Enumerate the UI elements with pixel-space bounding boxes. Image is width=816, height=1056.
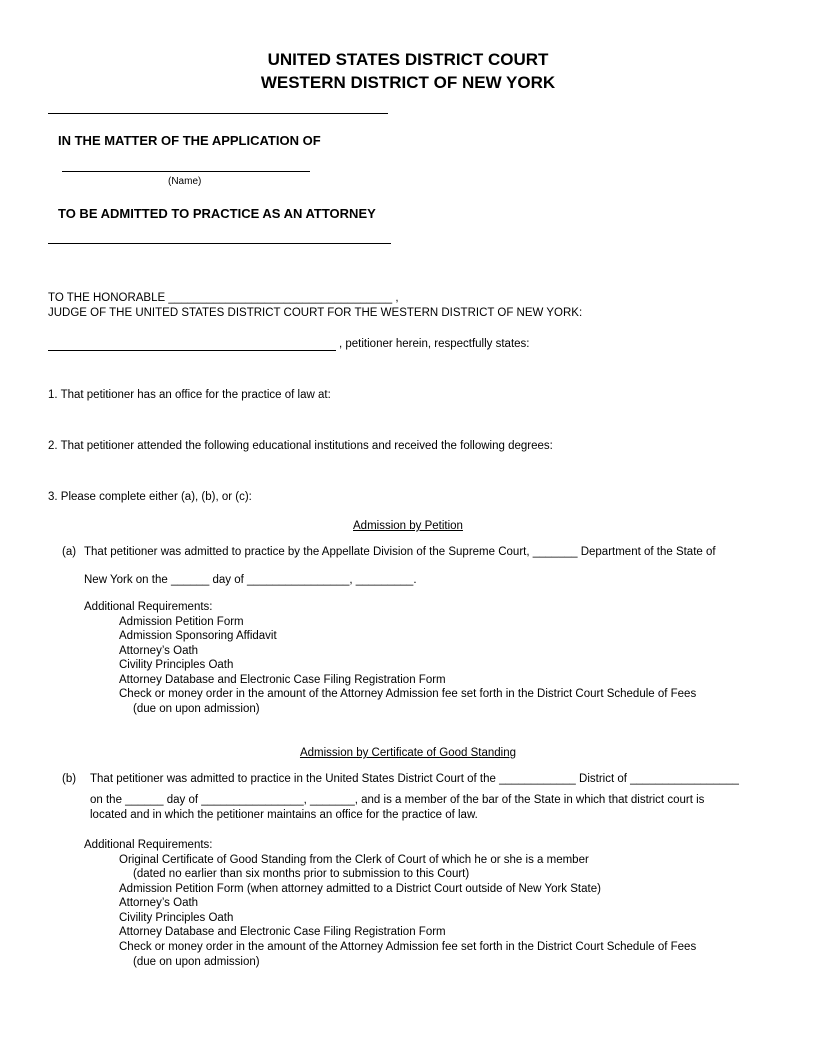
section-a-req-item: Attorney Database and Electronic Case Filing Registration Form bbox=[119, 674, 446, 686]
section-b-marker: (b) bbox=[62, 773, 77, 785]
name-label: (Name) bbox=[168, 176, 202, 187]
section-b-req-item: Original Certificate of Good Standing from the Clerk of Court of which he or she is a member bbox=[119, 854, 589, 866]
item-3: 3. Please complete either (a), (b), or (c): bbox=[48, 491, 252, 503]
section-a-req-note: (due on upon admission) bbox=[133, 703, 260, 715]
caption-bottom-rule bbox=[48, 243, 391, 244]
section-a-req-item: Civility Principles Oath bbox=[119, 659, 234, 671]
section-b-req-item: Admission Petition Form (when attorney admitted to a District Court outside of New York State) bbox=[119, 883, 601, 895]
section-a-req-item: Attorney’s Oath bbox=[119, 645, 199, 657]
name-line[interactable] bbox=[62, 171, 310, 172]
court-title: UNITED STATES DISTRICT COURT bbox=[267, 50, 549, 69]
admission-heading: TO BE ADMITTED TO PRACTICE AS AN ATTORNEY bbox=[58, 206, 376, 221]
item-2: 2. That petitioner attended the following educational institutions and received the following degrees: bbox=[48, 440, 553, 452]
section-b-line-1[interactable]: That petitioner was admitted to practice in the United States District Court of the ____________ District of _________________ bbox=[90, 773, 739, 785]
section-b-req-item: Attorney’s Oath bbox=[119, 897, 199, 909]
item-1: 1. That petitioner has an office for the practice of law at: bbox=[48, 389, 331, 401]
section-a-heading: Admission by Petition bbox=[353, 520, 463, 532]
section-a-req-item: Admission Sponsoring Affidavit bbox=[119, 630, 277, 642]
section-b-req-note: (due on upon admission) bbox=[133, 956, 260, 968]
district-title: WESTERN DISTRICT OF NEW YORK bbox=[260, 73, 556, 92]
section-b-req-item: Attorney Database and Electronic Case Filing Registration Form bbox=[119, 926, 446, 938]
section-b-req-heading: Additional Requirements: bbox=[84, 839, 213, 851]
section-b-req-item: Check or money order in the amount of the Attorney Admission fee set forth in the District Court Schedule of Fees bbox=[119, 941, 697, 953]
petitioner-statement: , petitioner herein, respectfully states: bbox=[339, 338, 530, 350]
section-a-req-item: Check or money order in the amount of the Attorney Admission fee set forth in the District Court Schedule of Fees bbox=[119, 688, 697, 700]
section-a-req-heading: Additional Requirements: bbox=[84, 601, 213, 613]
section-a-req-item: Admission Petition Form bbox=[119, 616, 244, 628]
section-b-heading: Admission by Certificate of Good Standing bbox=[299, 747, 517, 759]
section-a-line-2[interactable]: New York on the ______ day of ________________, _________. bbox=[84, 574, 417, 586]
petitioner-name-line[interactable] bbox=[48, 350, 336, 351]
honorable-line[interactable]: TO THE HONORABLE ___________________________________ , bbox=[48, 292, 399, 304]
section-b-req-item: Civility Principles Oath bbox=[119, 912, 234, 924]
judge-line: JUDGE OF THE UNITED STATES DISTRICT COURT FOR THE WESTERN DISTRICT OF NEW YORK: bbox=[48, 307, 583, 319]
caption-top-rule bbox=[48, 113, 388, 114]
section-a-marker: (a) bbox=[62, 546, 77, 558]
section-b-line-3: located and in which the petitioner maintains an office for the practice of law. bbox=[90, 809, 478, 821]
section-a-line-1[interactable]: That petitioner was admitted to practice by the Appellate Division of the Supreme Court, _______ Department of the State of bbox=[84, 546, 716, 558]
section-b-line-2[interactable]: on the ______ day of ________________, _______, and is a member of the bar of the State in which that district court is bbox=[90, 794, 705, 806]
section-b-req-note: (dated no earlier than six months prior to submission to this Court) bbox=[133, 868, 470, 880]
matter-heading: IN THE MATTER OF THE APPLICATION OF bbox=[58, 133, 321, 148]
